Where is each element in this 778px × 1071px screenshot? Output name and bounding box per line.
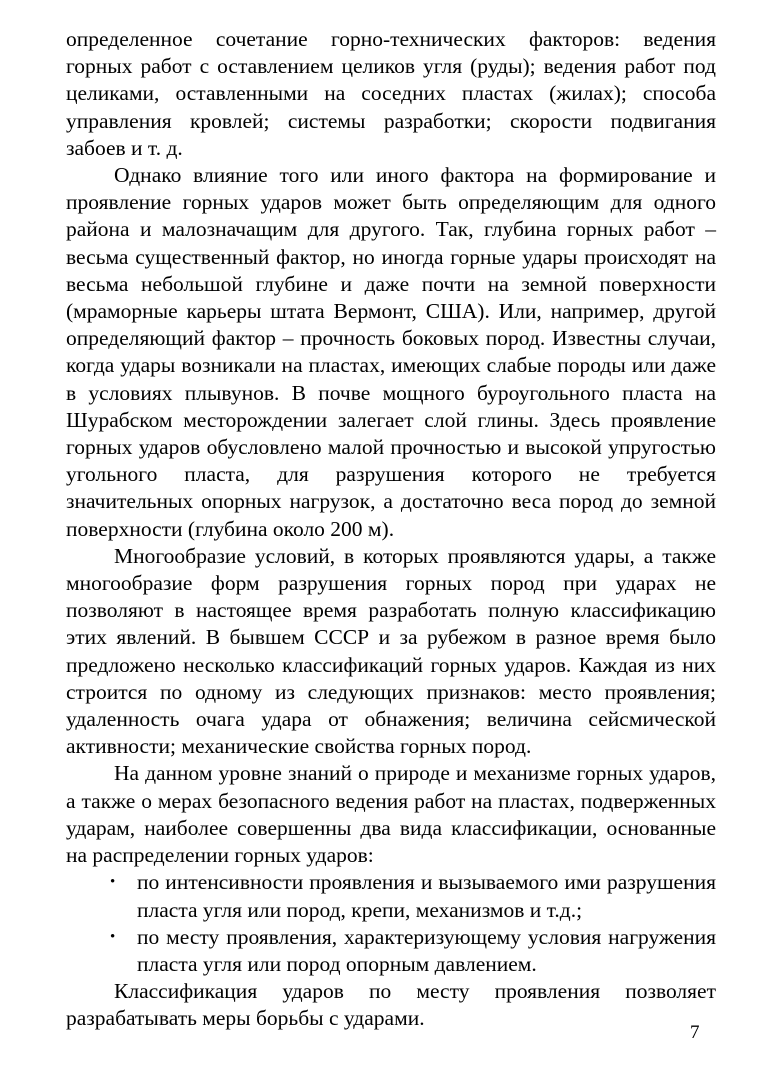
page-number: 7 xyxy=(690,1022,700,1043)
bullet-text: по интенсивности проявления и вызываемого ими разрушения пласта угля или пород, крепи, механизмов и т.д.; xyxy=(137,870,716,922)
paragraph-1: определенное сочетание горно-технических факторов: ведения горных работ с оставлением целиков угля (руды); ведения работ под целиками, оставленными на соседних пластах (жилах); способа управления кровлей; системы разработки; скорости подвигания забоев и т. д. xyxy=(66,27,716,160)
bullet-icon: • xyxy=(110,928,116,945)
list-item xyxy=(66,869,716,923)
closing-paragraph: Классификация ударов по месту проявления позволяет разрабатывать меры борьбы с ударами. xyxy=(66,979,716,1031)
list-item xyxy=(66,924,716,978)
bullet-list xyxy=(66,869,716,978)
paragraph-4: На данном уровне знаний о природе и механизме горных ударов, а также о мерах безопасного ведения работ на пластах, подверженных ударам, наиболее совершенны два вида классификации, основанные на распределении горных ударов: xyxy=(66,761,716,868)
document-page xyxy=(66,26,716,1033)
bullet-text: по месту проявления, характеризующему условия нагружения пласта угля или пород опорным давлением. xyxy=(137,924,716,976)
bullet-icon: • xyxy=(110,874,116,891)
paragraph-3: Многообразие условий, в которых проявляются удары, а также многообразие форм разрушения горных пород при ударах не позволяют в настоящее время разработать полную классификацию этих явлений. В бывшем СССР и за рубежом в разное время было предложено несколько классификаций горных ударов. Каждая из них строится по одному из следующих признаков: место проявления; удаленность очага удара от обнажения; величина сейсмической активности; механические свойства горных пород. xyxy=(66,543,716,759)
paragraph-2: Однако влияние того или иного фактора на формирование и проявление горных ударов может быть определяющим для одного района и малозначащим для другого. Так, глубина горных работ – весьма существенный фактор, но иногда горные удары происходят на весьма небольшой глубине и даже почти на земной поверхности (мраморные карьеры штата Вермонт, США). Или, например, другой определяющий фактор – прочность боковых пород. Известны случаи, когда удары возникали на пластах, имеющих слабые породы или даже в условиях плывунов. В почве мощного буроугольного пласта на Шурабском месторождении залегает слой глины. Здесь проявление горных ударов обусловлено малой прочностью и высокой упругостью угольного пласта, для разрушения которого не требуется значительных опорных нагрузок, а достаточно веса пород до земной поверхности (глубина около 200 м). xyxy=(66,163,716,541)
